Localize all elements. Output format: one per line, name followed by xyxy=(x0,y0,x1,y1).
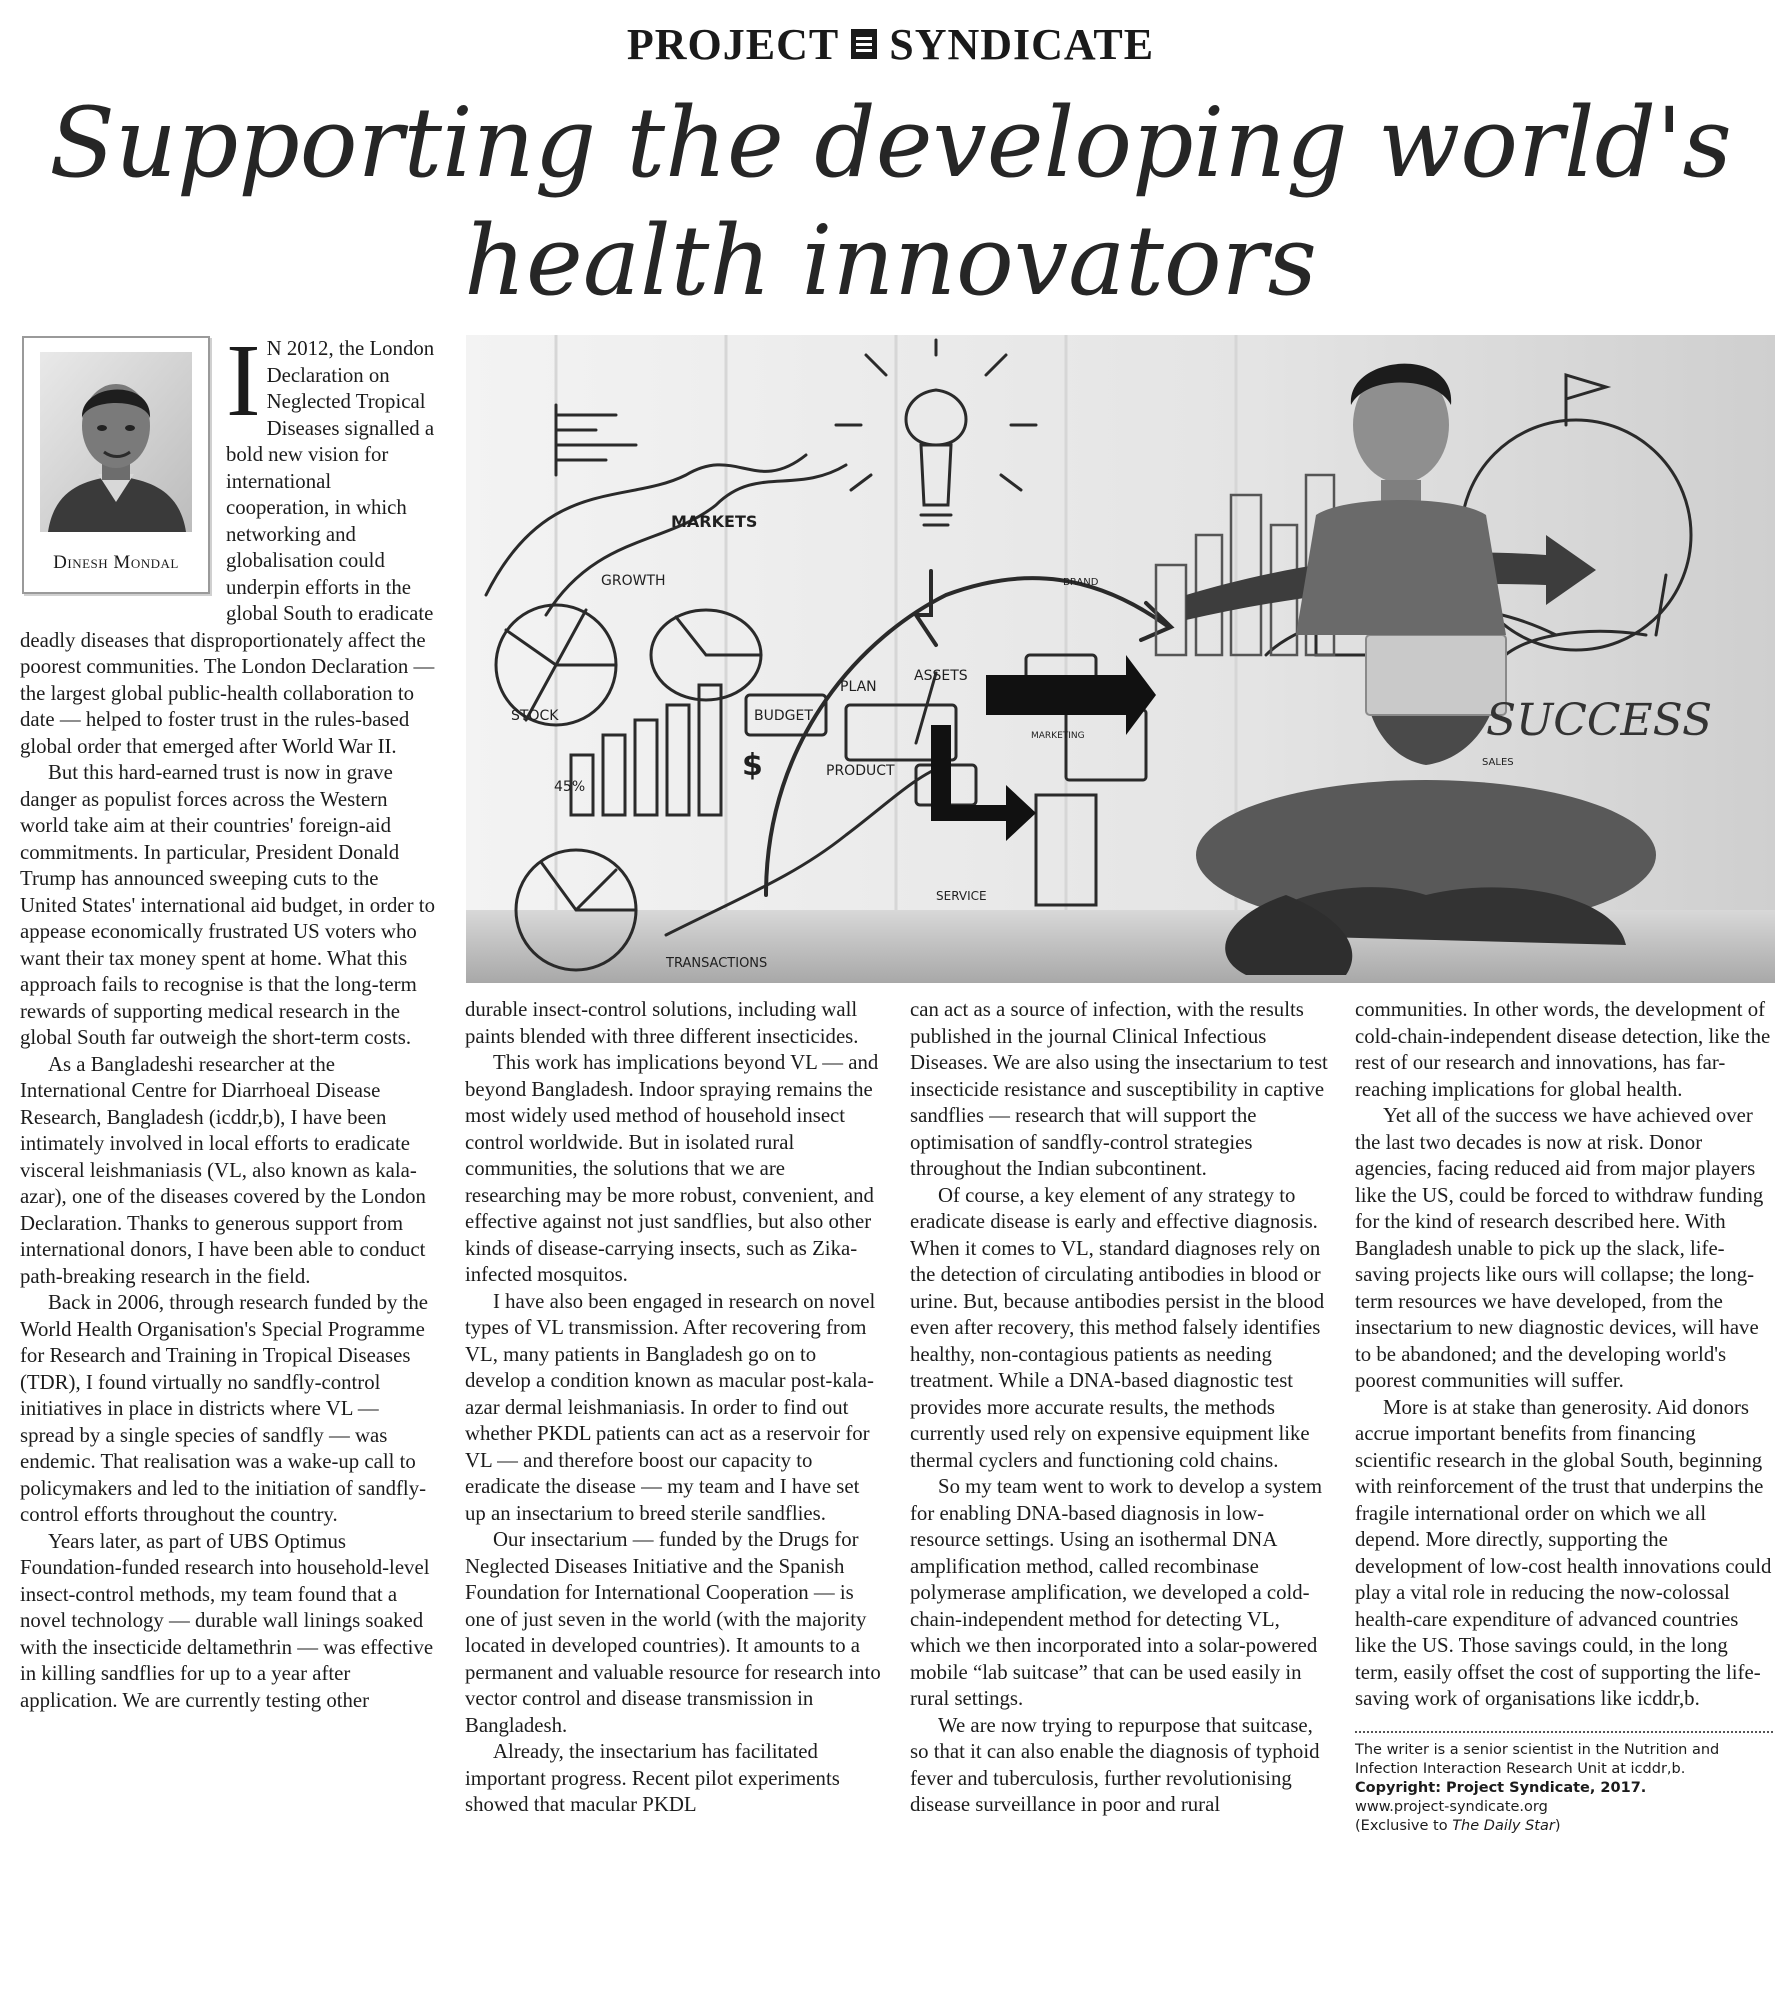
paragraph: durable insect-control solutions, including wall paints blended with three different insecticides. xyxy=(465,998,859,1048)
label-markets: MARKETS xyxy=(671,512,758,531)
paragraph: communities. In other words, the development of cold-chain-independent disease detection, like the rest of our research and innovations, has far-reaching implications for global health. xyxy=(1355,998,1771,1101)
exclusive-suffix: ) xyxy=(1554,1817,1561,1834)
paragraph: Of course, a key element of any strategy to eradicate disease is early and effective diagnosis. When it comes to VL, standard diagnoses rely on the detection of circulating antibodies in blood or urine. But, because antibodies persist in the blood even after recovery, this method falsely identifies healthy, non-contagious patients as needing treatment. While a DNA-based diagnostic test provides more accurate results, the methods currently used rely on expensive equipment like thermal cyclers and functioning cold chains. xyxy=(910,1183,1325,1472)
dropcap: I xyxy=(226,323,261,438)
paragraph: So my team went to work to develop a system for enabling DNA-based diagnosis in low-resource settings. Using an isothermal DNA amplification method, called recombinase polymerase amplification, we developed a cold-chain-independent method for detecting VL, which we then incorporated into a solar-powered mobile “lab suitcase” that can be used easily in rural settings. xyxy=(910,1475,1323,1710)
author-bio: The writer is a senior scientist in the Nutrition and Infection Interaction Research Unit at icddr,b. xyxy=(1355,1741,1720,1777)
label-dollar: $ xyxy=(742,748,763,783)
author-name: Dinesh Mondal xyxy=(53,552,179,573)
label-growth: GROWTH xyxy=(601,573,666,589)
label-product: PRODUCT xyxy=(826,763,895,779)
paragraph: But this hard-earned trust is now in grave danger as populist forces across the Western world take aim at their countries' foreign-aid commitments. In particular, President Donald Trump has announced sweeping cuts to the United States' international aid budget, in order to appease economically frustrated US voters who want their tax money spent at home. What this approach fails to recognise is that the long-term rewards of supporting medical research in the global South far outweigh the short-term costs. xyxy=(20,761,435,1049)
masthead-logo-icon xyxy=(851,29,877,59)
label-marketing: MARKETING xyxy=(1031,731,1085,741)
paragraph: As a Bangladeshi researcher at the International Centre for Diarrhoeal Disease Research, Bangladesh (icddr,b), I have been intimately involved in local efforts to eradicate visceral leishmaniasis (VL, also known as kala-azar), one of the diseases covered by the London Declaration. Thanks to generous support from international donors, I have been able to conduct path-breaking research in the field. xyxy=(20,1052,426,1288)
exclusive-paper: The Daily Star xyxy=(1452,1817,1555,1834)
paragraph: can act as a source of infection, with the results published in the journal Clinical Infectious Diseases. We are also using the insectarium to test insecticide resistance and susceptibility in captive sandflies — research that will support the optimisation of sandfly-control strategies throughout the Indian subcontinent. xyxy=(910,998,1328,1180)
paragraph: Yet all of the success we have achieved over the last two decades is now at risk. Donor agencies, facing reduced aid from major players like the US, could be forced to withdraw funding for the kind of research described here. With Bangladesh unable to pick up the slack, life-saving projects like ours will collapse; the long-term resources we have developed, from the insectarium to new diagnostic devices, will have to be abandoned; and the developing world's poorest communities will suffer. xyxy=(1355,1104,1764,1392)
article-column-4 xyxy=(1355,997,1773,1836)
paragraph: I have also been engaged in research on novel types of VL transmission. After recovering from VL, many patients in Bangladesh go on to develop a condition known as macular post-kala-azar dermal leishmaniasis. In order to find out whether PKDL patients can act as a reservoir for VL — and therefore boost our capacity to eradicate the disease — my team and I have set up an insectarium to breed sterile sandflies. xyxy=(465,1289,876,1525)
paragraph-text: N 2012, the London Declaration on Neglected Tropical Diseases signalled a bold new vision for international cooperation, in which networking and globalisation could underpin efforts in the global South to eradicate deadly diseases that disproportionately affect the poorest communities. The London Declaration — the largest global public-health collaboration to date — helped to foster trust in the rules-based global order that emerged after World War II. xyxy=(20,337,435,758)
label-plan: PLAN xyxy=(840,679,877,695)
exclusive-line xyxy=(1355,1817,1773,1836)
label-stock: STOCK xyxy=(511,708,559,724)
label-success: SUCCESS xyxy=(1486,695,1713,746)
paragraph: Our insectarium — funded by the Drugs for Neglected Diseases Initiative and the Spanish Foundation for International Cooperation — is one of just seven in the world (with the majority located in developed countries). It amounts to a permanent and valuable resource for research into vector control and disease transmission in Bangladesh. xyxy=(465,1528,881,1737)
paragraph: More is at stake than generosity. Aid donors accrue important benefits from financing scientific research in the global South, beginning with reinforcement of the trust that underpins the fragile international order on which we all depend. More directly, supporting the development of low-cost health innovations could play a vital role in reducing the now-colossal health-care expenditure of advanced countries like the US. Those savings could, in the long term, easily offset the cost of supporting the life-saving work of organisations like icddr,b. xyxy=(1355,1395,1772,1710)
headline: Supporting the developing world's health innovators xyxy=(49,87,1732,317)
article-column-2 xyxy=(465,997,883,1819)
paragraph: Years later, as part of UBS Optimus Foundation-funded research into household-level insect-control methods, my team found that a novel technology — durable wall linings soaked with the insecticide deltamethrin — was effective in killing sandflies for up to a year after application. We are currently testing other xyxy=(20,1529,434,1712)
author-box-spacer xyxy=(20,336,226,604)
masthead xyxy=(0,14,1781,74)
label-budget: BUDGET xyxy=(754,708,813,724)
article-column-3 xyxy=(910,997,1328,1819)
source-url: www.project-syndicate.org xyxy=(1355,1798,1548,1815)
copyright-line: Copyright: Project Syndicate, 2017. xyxy=(1355,1779,1647,1796)
article-column-1 xyxy=(20,323,438,1714)
masthead-left: PROJECT xyxy=(626,19,840,69)
label-assets: ASSETS xyxy=(914,668,968,684)
label-sales: SALES xyxy=(1482,757,1514,768)
label-percent: 45% xyxy=(554,779,586,795)
label-brand: BRAND xyxy=(1063,577,1099,588)
paragraph: Back in 2006, through research funded by the World Health Organisation's Special Programme for Research and Training in Tropical Diseases (TDR), I found virtually no sandfly-control initiatives in place in districts where VL — spread by a single species of sandfly — was endemic. That realisation was a wake-up call to policymakers and led to the initiation of sandfly-control efforts throughout the country. xyxy=(20,1291,429,1526)
exclusive-prefix: (Exclusive to xyxy=(1355,1817,1453,1834)
masthead-right: SYNDICATE xyxy=(889,19,1155,69)
paragraph: Already, the insectarium has facilitated important progress. Recent pilot experiments showed that macular PKDL xyxy=(465,1740,840,1816)
paragraph: This work has implications beyond VL — and beyond Bangladesh. Indoor spraying remains the most widely used method of household insect control worldwide. But in isolated rural communities, the solutions that we are researching may be more robust, convenient, and effective against not just sandflies, but also other kinds of disease-carrying insects, such as Zika-infected mosquitos. xyxy=(465,1051,879,1286)
label-service: SERVICE xyxy=(936,889,987,903)
paragraph: We are now trying to repurpose that suitcase, so that it can also enable the diagnosis of typhoid fever and tuberculosis, further revolutionising disease surveillance in poor and rural xyxy=(910,1713,1320,1816)
author-footnote xyxy=(1355,1731,1773,1836)
label-transactions: TRANSACTIONS xyxy=(666,956,768,971)
business-sketch-illustration xyxy=(466,335,1775,983)
